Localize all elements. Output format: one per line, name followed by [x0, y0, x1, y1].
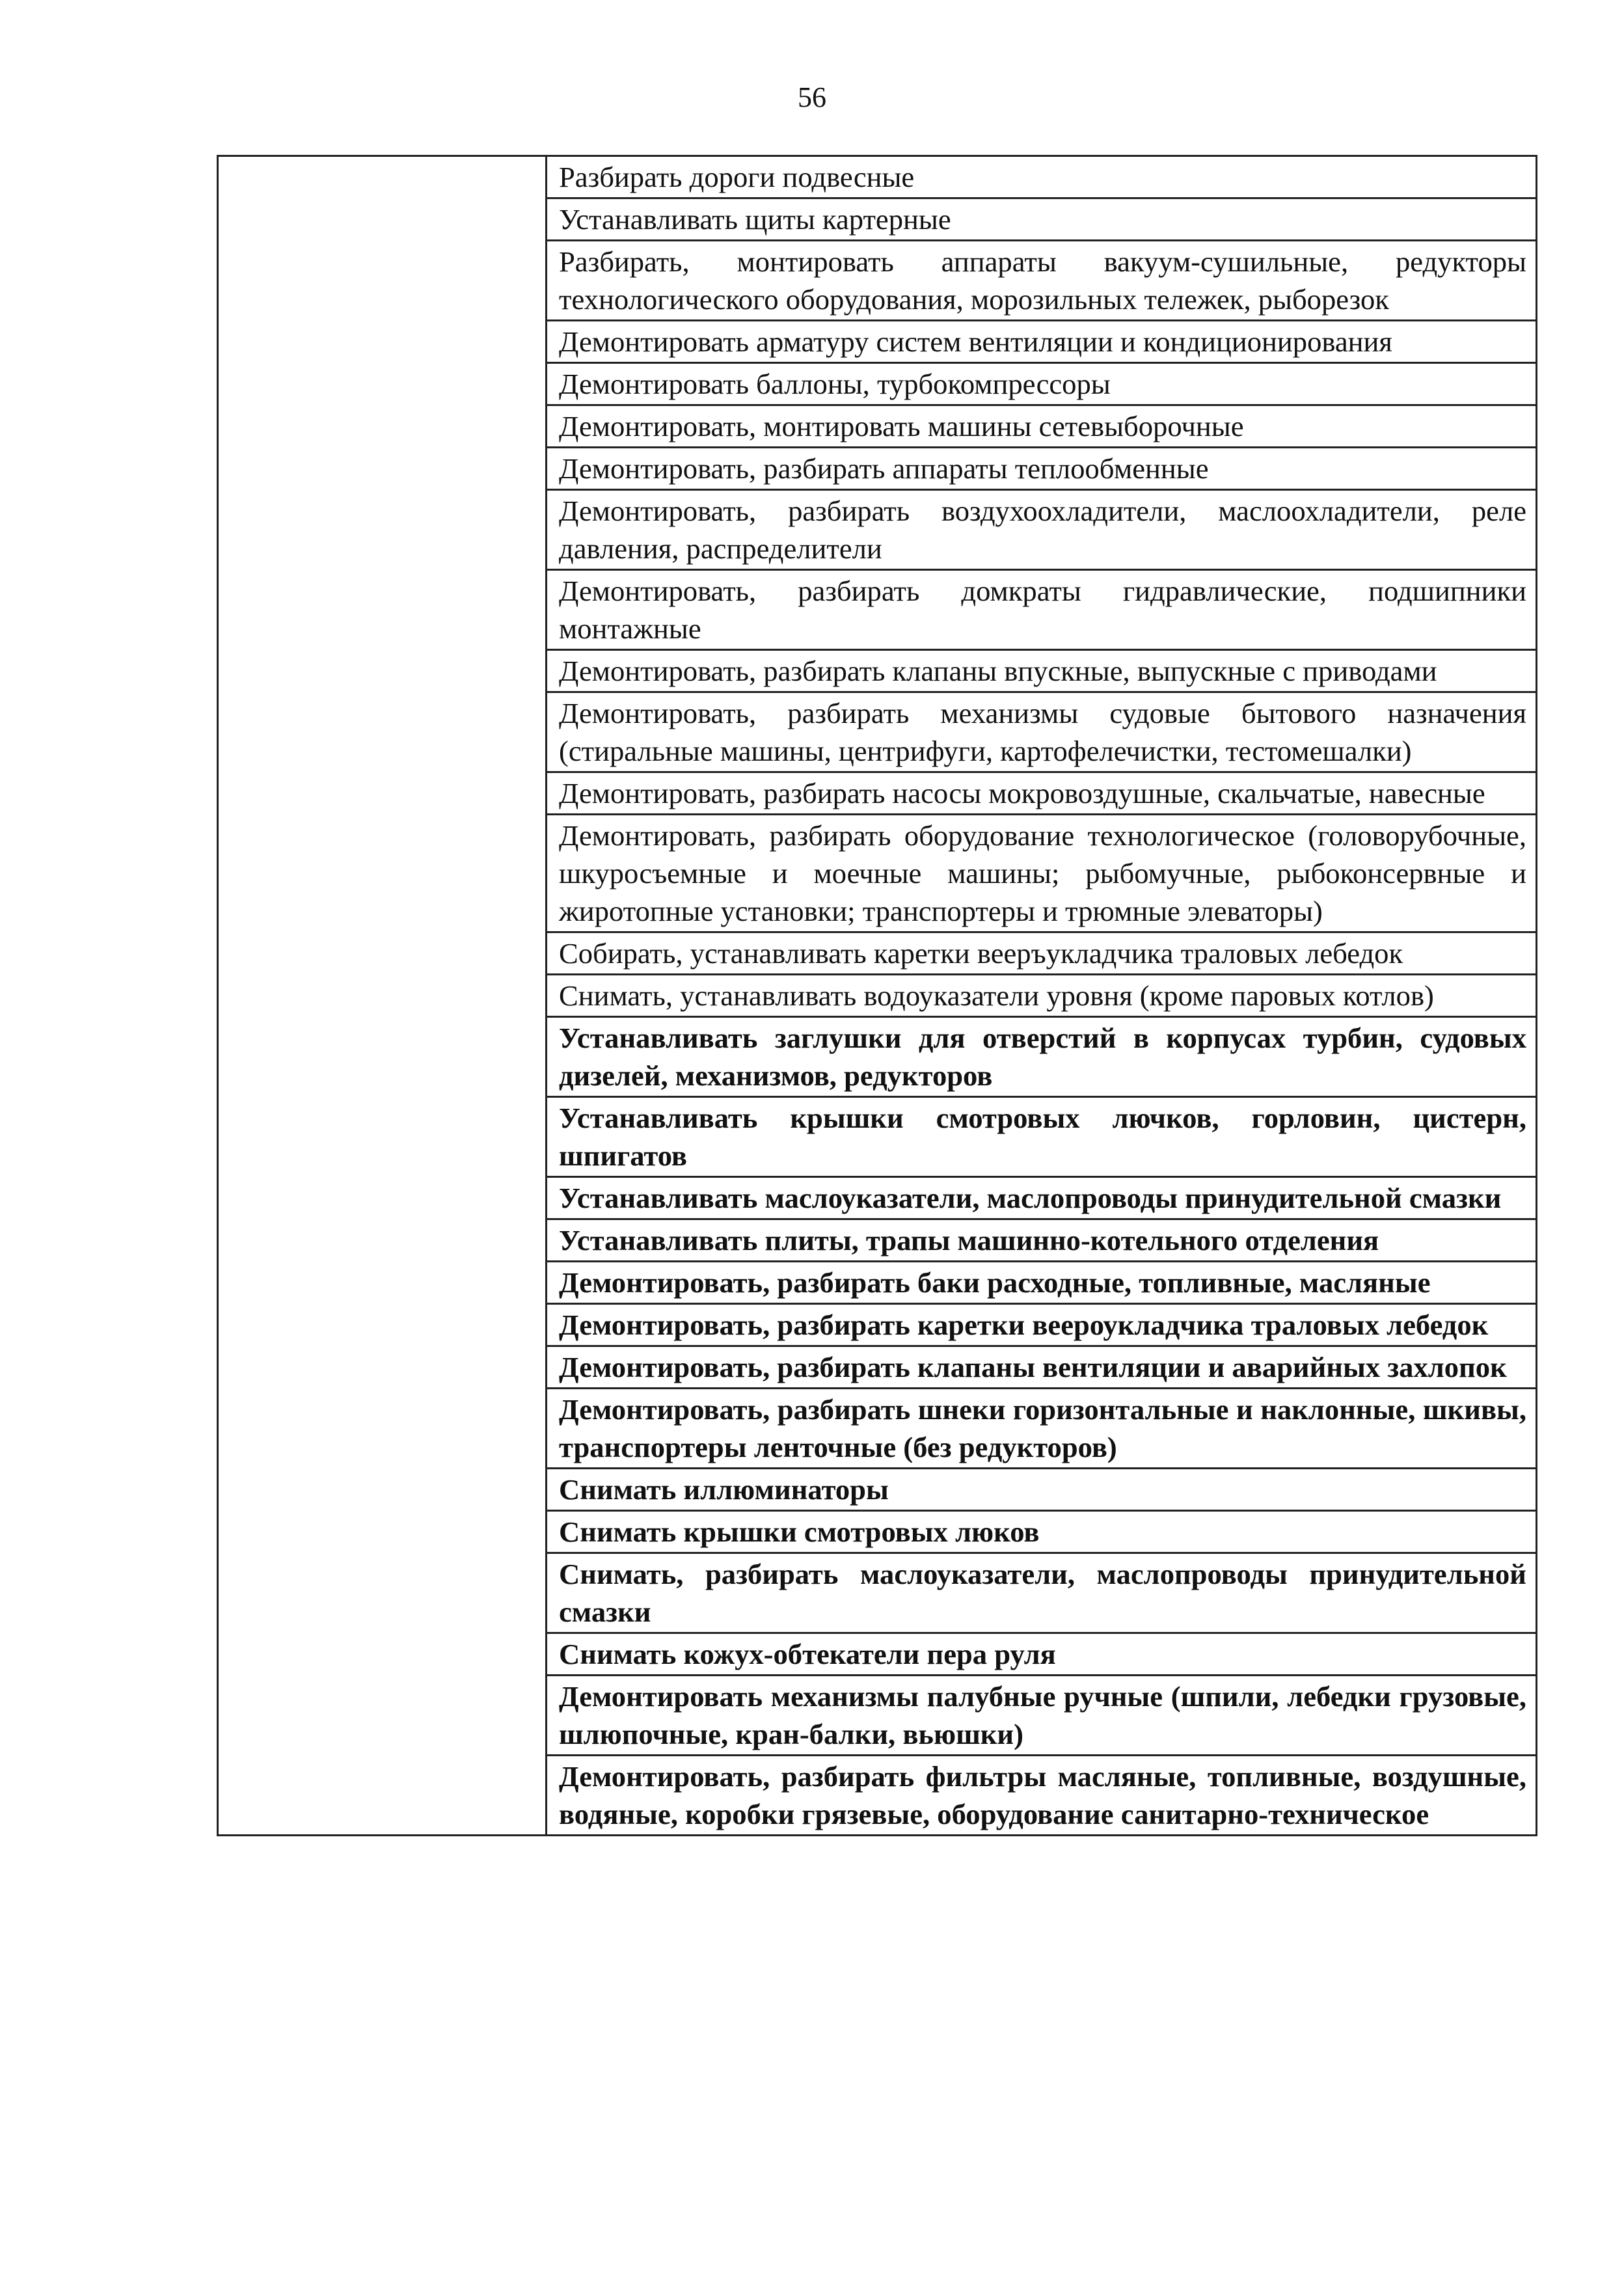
table-row: Демонтировать, разбирать механизмы судовые бытового назначения (стиральные машины, центрифуги, картофелечистки, тестомешалки) — [547, 693, 1536, 773]
table-row: Демонтировать, разбирать фильтры масляные, топливные, воздушные, водяные, коробки грязевые, оборудование санитарно-техническое — [559, 1760, 1526, 1830]
table-row: Демонтировать, монтировать машины сетевыборочные — [547, 406, 1536, 448]
table-row: Устанавливать заглушки для отверстий в корпусах турбин, судовых дизелей, механизмов, редукторов — [547, 1018, 1536, 1098]
table-row: Демонтировать, разбирать оборудование технологическое (головорубочные, шкуросъемные и моечные машины; рыбомучные, рыбоконсервные и жиротопные установки; транспортеры и трюмные элеваторы) — [547, 815, 1536, 933]
page-number: 56 — [798, 81, 826, 113]
table-row: Демонтировать арматуру систем вентиляции и кондиционирования — [547, 321, 1536, 364]
table-row: Демонтировать, разбирать клапаны вентиляции и аварийных захлопок — [547, 1347, 1536, 1389]
table-row: Демонтировать, разбирать домкраты гидравлические, подшипники монтажные — [547, 571, 1536, 651]
table-row: Снимать, разбирать маслоуказатели, маслопроводы принудительной смазки — [547, 1554, 1536, 1634]
table-row: Устанавливать маслоуказатели, маслопроводы принудительной смазки — [547, 1178, 1536, 1220]
table-row: Демонтировать, разбирать баки расходные, топливные, масляные — [547, 1262, 1536, 1305]
table-row: Демонтировать, разбирать шнеки горизонтальные и наклонные, шкивы, транспортеры ленточные (без редукторов) — [547, 1389, 1536, 1469]
table-row: Демонтировать, разбирать насосы мокровоздушные, скальчатые, навесные — [547, 773, 1536, 815]
table-row — [218, 156, 1537, 1836]
table-row: Демонтировать, разбирать аппараты теплообменные — [547, 448, 1536, 491]
table-row: Демонтировать, разбирать каретки веероукладчика траловых лебедок — [547, 1305, 1536, 1347]
table-row: Демонтировать механизмы палубные ручные (шпили, лебедки грузовые, шлюпочные, кран-балки, вьюшки) — [547, 1676, 1536, 1756]
table-row: Устанавливать плиты, трапы машинно-котельного отделения — [547, 1220, 1536, 1262]
table-row: Снимать, устанавливать водоуказатели уровня (кроме паровых котлов) — [547, 975, 1536, 1018]
table-row: Снимать крышки смотровых люков — [547, 1512, 1536, 1554]
table-row: Собирать, устанавливать каретки вееръукладчика траловых лебедок — [547, 933, 1536, 975]
table-row: Устанавливать щиты картерные — [547, 199, 1536, 241]
document-table — [217, 155, 1537, 1836]
table-row: Демонтировать баллоны, турбокомпрессоры — [547, 364, 1536, 406]
table-row: Демонтировать, разбирать воздухоохладители, маслоохладители, реле давления, распределители — [547, 491, 1536, 571]
table-row: Разбирать, монтировать аппараты вакуум-сушильные, редукторы технологического оборудования, морозильных тележек, рыборезок — [547, 241, 1536, 321]
table-row: Снимать кожух-обтекатели пера руля — [547, 1634, 1536, 1676]
right-column-cell — [547, 156, 1537, 1836]
table-row: Разбирать дороги подвесные — [547, 157, 1536, 199]
table-row: Демонтировать, разбирать клапаны впускные, выпускные с приводами — [547, 651, 1536, 693]
table-row: Устанавливать крышки смотровых лючков, горловин, цистерн, шпигатов — [547, 1098, 1536, 1178]
table-row: Снимать иллюминаторы — [547, 1469, 1536, 1512]
left-column-cell — [218, 156, 547, 1836]
task-list — [547, 157, 1536, 1834]
